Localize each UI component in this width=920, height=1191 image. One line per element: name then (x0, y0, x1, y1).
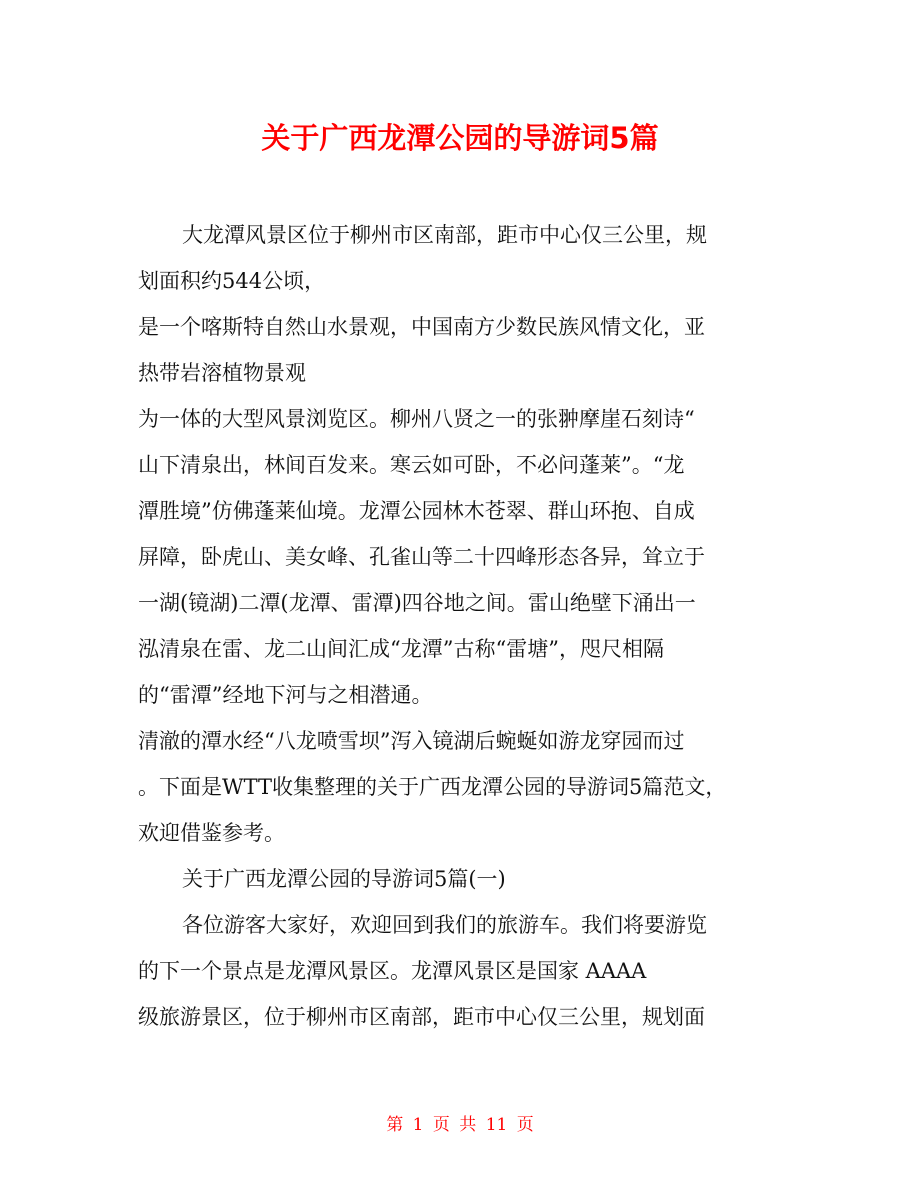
body-line: 的下一个景点是龙潭风景区。龙潭风景区是国家 AAAA (138, 959, 647, 983)
document-body (138, 212, 788, 1040)
body-line: 屏障，卧虎山、美女峰、孔雀山等二十四峰形态各异，耸立于 (138, 545, 705, 569)
page-number-footer: 第 1 页 共 11 页 (386, 1115, 534, 1135)
body-line: 是一个喀斯特自然山水景观，中国南方少数民族风情文化，亚 (138, 315, 705, 339)
body-line: 为一体的大型风景浏览区。柳州八贤之一的张翀摩崖石刻诗“ (138, 407, 695, 431)
body-line: 划面积约544公顷， (138, 269, 326, 293)
body-line: 欢迎借鉴参考。 (138, 821, 285, 845)
body-line: 山下清泉出，林间百发来。寒云如可卧，不必问蓬莱”。“龙 (138, 453, 685, 477)
body-line: 潭胜境”仿佛蓬莱仙境。龙潭公园林木苍翠、群山环抱、自成 (138, 499, 695, 523)
body-line: 热带岩溶植物景观 (138, 361, 306, 385)
body-line: 。下面是WTT收集整理的关于广西龙潭公园的导游词5篇范文， (138, 775, 727, 799)
body-line: 泓清泉在雷、龙二山间汇成“龙潭”古称“雷塘”，咫尺相隔 (138, 637, 664, 661)
body-line: 一湖(镜湖)二潭(龙潭、雷潭)四谷地之间。雷山绝壁下涌出一 (138, 591, 696, 615)
body-line: 的“雷潭”经地下河与之相潜通。 (138, 683, 433, 707)
body-line: 各位游客大家好，欢迎回到我们的旅游车。我们将要游览 (182, 913, 707, 937)
body-line: 清澈的潭水经“八龙喷雪坝”泻入镜湖后蜿蜒如游龙穿园而过 (138, 729, 685, 753)
body-line: 级旅游景区，位于柳州市区南部，距市中心仅三公里，规划面 (138, 1005, 705, 1029)
document-title: 关于广西龙潭公园的导游词5篇 (261, 121, 659, 155)
section-heading: 关于广西龙潭公园的导游词5篇(一) (182, 867, 506, 891)
body-line: 大龙潭风景区位于柳州市区南部，距市中心仅三公里，规 (182, 223, 707, 247)
